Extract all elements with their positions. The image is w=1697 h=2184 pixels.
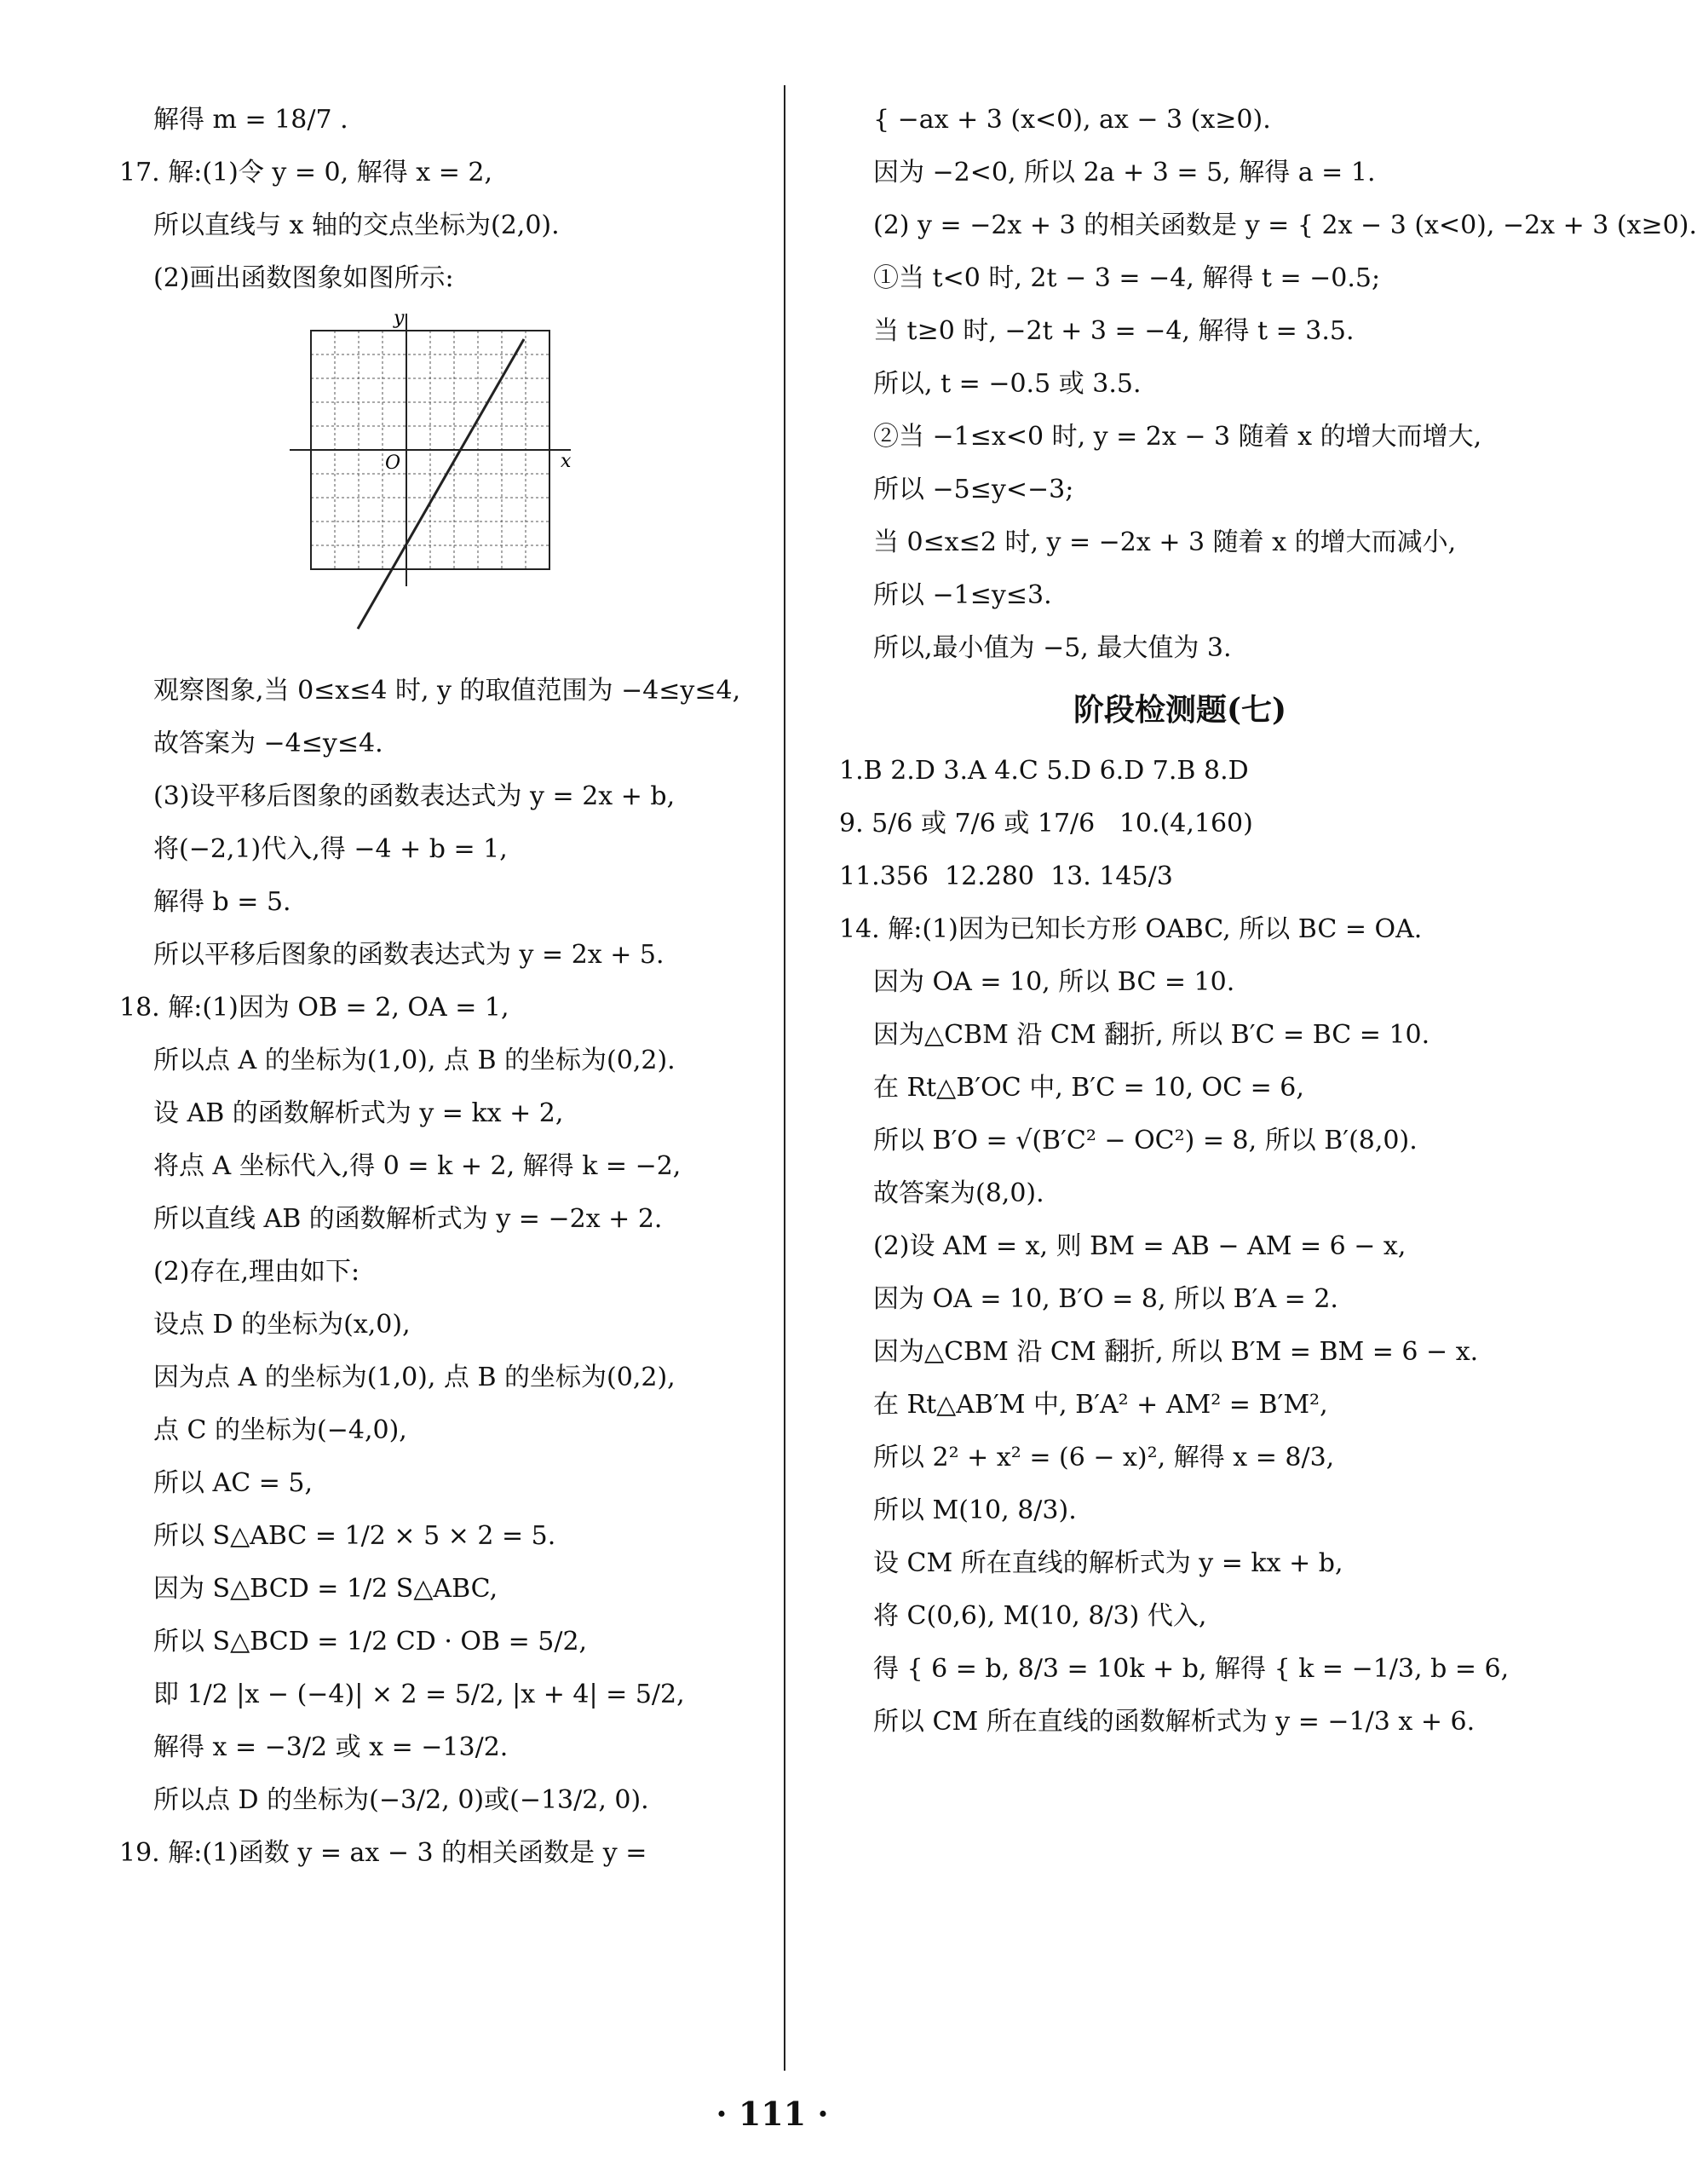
solution-line: 将点 A 坐标代入,得 0 = k + 2, 解得 k = −2, bbox=[153, 1151, 682, 1181]
function-graph bbox=[290, 308, 579, 637]
solution-line: 11.356 12.280 13. 145/3 bbox=[839, 861, 1173, 891]
solution-line: (2)画出函数图象如图所示: bbox=[153, 263, 454, 293]
solution-line: 因为 −2<0, 所以 2a + 3 = 5, 解得 a = 1. bbox=[873, 158, 1376, 187]
solution-line: 得 { 6 = b, 8/3 = 10k + b, 解得 { k = −1/3, b = 6, bbox=[873, 1654, 1510, 1684]
solution-line: 所以平移后图象的函数表达式为 y = 2x + 5. bbox=[153, 940, 664, 970]
left-column bbox=[119, 94, 801, 1880]
solution-line: 设点 D 的坐标为(x,0), bbox=[153, 1310, 411, 1340]
solution-line: (3)设平移后图象的函数表达式为 y = 2x + b, bbox=[153, 781, 676, 811]
solution-line: 18. 解:(1)因为 OB = 2, OA = 1, bbox=[119, 993, 509, 1023]
solution-line: 14. 解:(1)因为已知长方形 OABC, 所以 BC = OA. bbox=[839, 914, 1423, 944]
graph-origin-label: O bbox=[385, 452, 401, 474]
solution-line: 1.B 2.D 3.A 4.C 5.D 6.D 7.B 8.D bbox=[839, 756, 1249, 786]
graph-x-label: x bbox=[561, 451, 572, 472]
solution-line: 19. 解:(1)函数 y = ax − 3 的相关函数是 y = bbox=[119, 1838, 647, 1868]
solution-line: 观察图象,当 0≤x≤4 时, y 的取值范围为 −4≤y≤4, bbox=[153, 676, 741, 706]
solution-line: 9. 5/6 或 7/6 或 17/6 10.(4,160) bbox=[839, 809, 1253, 838]
solution-line: (2)存在,理由如下: bbox=[153, 1257, 360, 1287]
solution-line: 所以 CM 所在直线的函数解析式为 y = −1/3 x + 6. bbox=[873, 1707, 1476, 1737]
solution-line: 点 C 的坐标为(−4,0), bbox=[153, 1415, 407, 1445]
page-number: · 111 · bbox=[716, 2095, 829, 2133]
solution-line: 所以 S△ABC = 1/2 × 5 × 2 = 5. bbox=[153, 1521, 556, 1551]
solution-line: 解得 b = 5. bbox=[153, 887, 291, 917]
solution-line: ②当 −1≤x<0 时, y = 2x − 3 随着 x 的增大而增大, bbox=[873, 422, 1482, 452]
solution-line: 所以直线与 x 轴的交点坐标为(2,0). bbox=[153, 210, 560, 240]
solution-line: 所以 −1≤y≤3. bbox=[873, 580, 1052, 610]
solution-line: 解得 x = −3/2 或 x = −13/2. bbox=[153, 1732, 509, 1762]
solution-line: 所以点 A 的坐标为(1,0), 点 B 的坐标为(0,2). bbox=[153, 1046, 676, 1075]
solution-line: 设 CM 所在直线的解析式为 y = kx + b, bbox=[873, 1548, 1343, 1578]
solution-line: 所以, t = −0.5 或 3.5. bbox=[873, 369, 1142, 399]
solution-line: 所以 M(10, 8/3). bbox=[873, 1495, 1077, 1525]
solution-line: 因为点 A 的坐标为(1,0), 点 B 的坐标为(0,2), bbox=[153, 1363, 676, 1392]
solution-line: 17. 解:(1)令 y = 0, 解得 x = 2, bbox=[119, 158, 492, 187]
solution-line: 因为△CBM 沿 CM 翻折, 所以 B′C = BC = 10. bbox=[873, 1020, 1430, 1050]
solution-line: 所以直线 AB 的函数解析式为 y = −2x + 2. bbox=[153, 1204, 663, 1234]
solution-line: 解得 m = 18/7 . bbox=[153, 105, 348, 135]
solution-line: 故答案为 −4≤y≤4. bbox=[153, 729, 383, 758]
solution-line: 故答案为(8,0). bbox=[873, 1178, 1044, 1208]
solution-line: 在 Rt△B′OC 中, B′C = 10, OC = 6, bbox=[873, 1073, 1304, 1103]
solution-line: 因为△CBM 沿 CM 翻折, 所以 B′M = BM = 6 − x. bbox=[873, 1337, 1479, 1367]
section-heading: 阶段检测题(七) bbox=[1073, 692, 1287, 728]
solution-line: 所以 B′O = √(B′C² − OC²) = 8, 所以 B′(8,0). bbox=[873, 1126, 1418, 1155]
graph-y-label: y bbox=[394, 308, 405, 329]
solution-line: 所以 AC = 5, bbox=[153, 1468, 313, 1498]
solution-line: { −ax + 3 (x<0), ax − 3 (x≥0). bbox=[873, 105, 1271, 135]
solution-line: ①当 t<0 时, 2t − 3 = −4, 解得 t = −0.5; bbox=[873, 263, 1381, 293]
solution-line: 将(−2,1)代入,得 −4 + b = 1, bbox=[153, 834, 508, 864]
solution-line: 当 t≥0 时, −2t + 3 = −4, 解得 t = 3.5. bbox=[873, 316, 1355, 346]
solution-line: 当 0≤x≤2 时, y = −2x + 3 随着 x 的增大而减小, bbox=[873, 527, 1457, 557]
solution-line: 设 AB 的函数解析式为 y = kx + 2, bbox=[153, 1098, 564, 1128]
solution-line: 所以,最小值为 −5, 最大值为 3. bbox=[873, 633, 1232, 663]
solution-line: 在 Rt△AB′M 中, B′A² + AM² = B′M², bbox=[873, 1390, 1328, 1420]
solution-line: 所以 S△BCD = 1/2 CD · OB = 5/2, bbox=[153, 1627, 588, 1657]
solution-line: 因为 S△BCD = 1/2 S△ABC, bbox=[153, 1574, 498, 1604]
solution-line: 即 1/2 |x − (−4)| × 2 = 5/2, |x + 4| = 5/2, bbox=[153, 1680, 685, 1709]
solution-line: 因为 OA = 10, 所以 BC = 10. bbox=[873, 967, 1235, 997]
solution-line: 将 C(0,6), M(10, 8/3) 代入, bbox=[873, 1601, 1207, 1631]
solution-line: (2)设 AM = x, 则 BM = AB − AM = 6 − x, bbox=[873, 1231, 1406, 1261]
solution-line: (2) y = −2x + 3 的相关函数是 y = { 2x − 3 (x<0), −2x + 3 (x≥0). bbox=[873, 210, 1697, 240]
solution-line: 所以 −5≤y<−3; bbox=[873, 475, 1074, 504]
solution-line: 所以点 D 的坐标为(−3/2, 0)或(−13/2, 0). bbox=[153, 1785, 649, 1815]
solution-line: 因为 OA = 10, B′O = 8, 所以 B′A = 2. bbox=[873, 1284, 1338, 1314]
right-column bbox=[839, 94, 1697, 1749]
solution-line: 所以 2² + x² = (6 − x)², 解得 x = 8/3, bbox=[873, 1443, 1335, 1472]
